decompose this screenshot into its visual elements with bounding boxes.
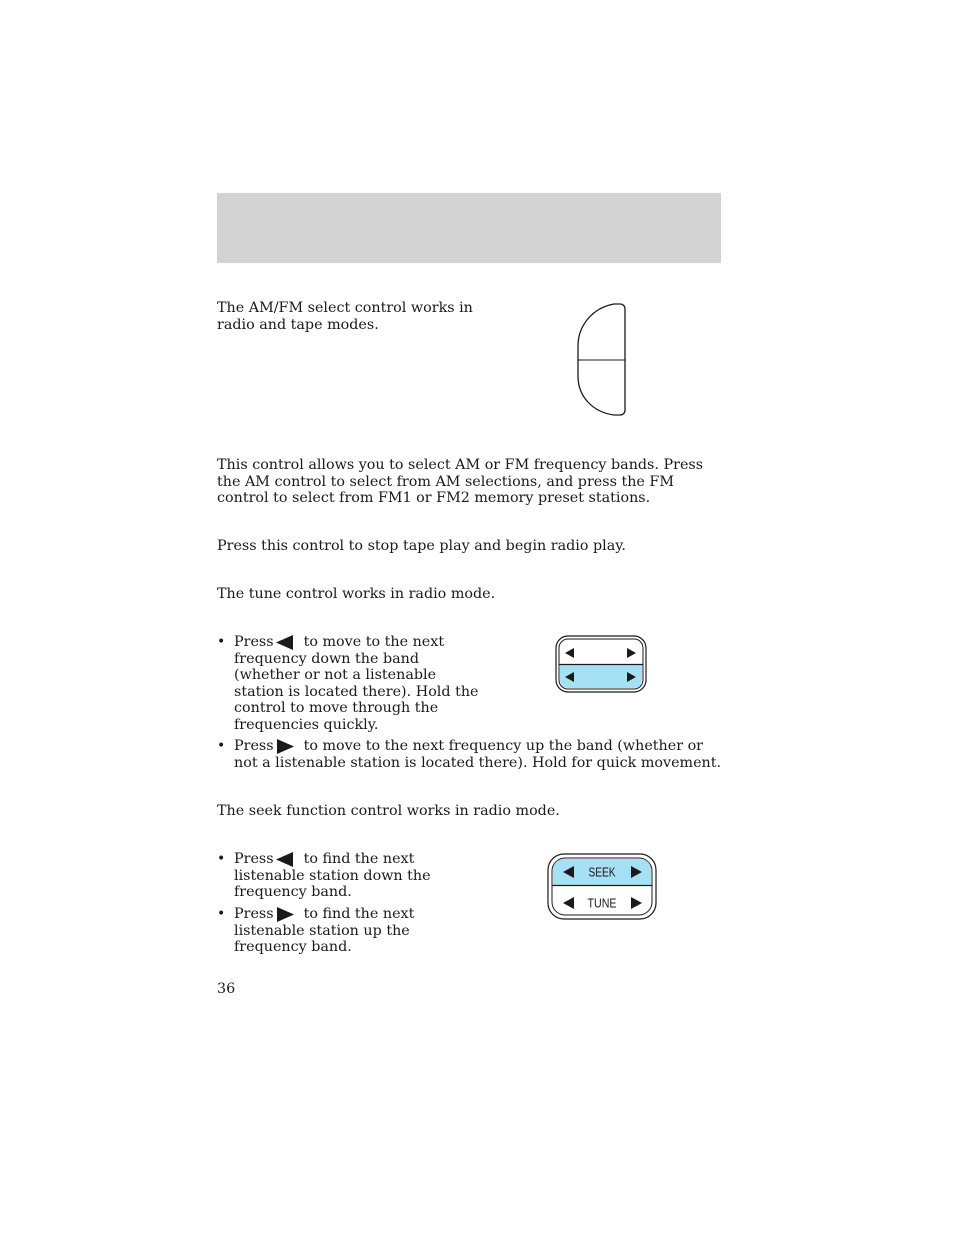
amfm-intro-text: The AM/FM select control works in radio and tape modes. xyxy=(217,300,473,333)
amfm-description: This control allows you to select AM or FM frequency bands. Press the AM control to select from AM selections, and press the FM control to select from FM1 or FM2 memory preset stations. xyxy=(217,457,704,507)
bullet-dot: • xyxy=(217,906,226,922)
tune-label: TUNE xyxy=(587,896,617,911)
section-header-band xyxy=(217,193,721,263)
tune-intro: The tune control works in radio mode. xyxy=(217,586,496,602)
right-triangle-icon xyxy=(274,738,304,755)
left-triangle-icon xyxy=(274,851,304,868)
seek-intro: The seek function control works in radio mode. xyxy=(217,803,560,819)
page-number: 36 xyxy=(217,981,236,997)
seek-label: SEEK xyxy=(588,865,617,880)
tune-control-illustration xyxy=(555,635,649,697)
left-triangle-icon xyxy=(274,634,304,651)
amfm-rocker-illustration xyxy=(570,300,632,424)
right-triangle-icon xyxy=(274,906,304,923)
bullet-dot: • xyxy=(217,634,226,650)
bullet-dot: • xyxy=(217,851,226,867)
seek-tune-control-illustration xyxy=(547,853,659,925)
tape-description: Press this control to stop tape play and begin radio play. xyxy=(217,538,626,554)
bullet-dot: • xyxy=(217,738,226,754)
